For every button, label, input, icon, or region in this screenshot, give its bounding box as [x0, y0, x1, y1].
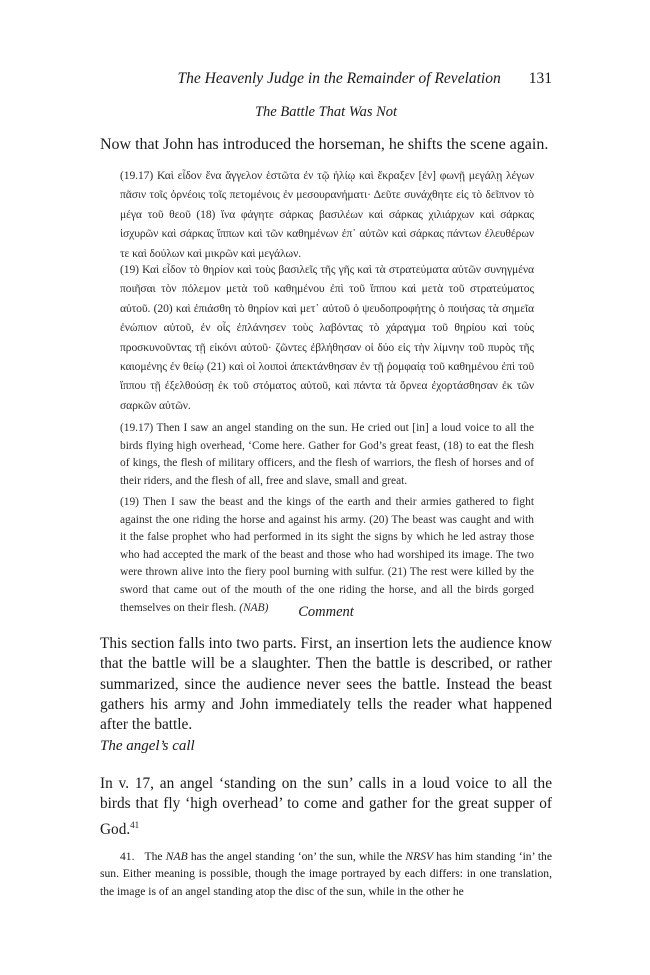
section-heading: The Battle That Was Not	[254, 104, 398, 120]
footnote-41	[100, 848, 552, 900]
footnote-text-part: The	[144, 850, 166, 863]
greek-passage-2: (19) Καὶ εἶδον τὸ θηρίον καὶ τοὺς βασιλεῖς τῆς γῆς καὶ τὰ στρατεύματα αὐτῶν συνηγμένα ποιῆσαι τὸν πόλεμον μετὰ τοῦ καθημένου ἐπὶ τοῦ ἵππου καὶ μετὰ τοῦ στρατεύματος αὐτοῦ. (20) καὶ ἐπιάσθη τὸ θηρίον καὶ μετ᾽ αὐτοῦ ὁ ψευδοπροφήτης ὁ ποιήσας τὰ σημεῖα ἐνώπιον αὐτοῦ, ἐν οἷς ἐπλάνησεν τοὺς λαβόντας τὸ χάραγμα τοῦ θηρίου καὶ τοὺς προσκυνοῦντας τῇ εἰκόνι αὐτοῦ· ζῶντες ἐβλήθησαν οἱ δύο εἰς τὴν λίμνην τοῦ πυρὸς τῆς καιομένης ἐν θείῳ (21) καὶ οἱ λοιποὶ ἀπεκτάνθησαν ἐν τῇ ῥομφαίᾳ τοῦ καθημένου ἐπὶ τοῦ ἵππου τῇ ἐξελθούσῃ ἐκ τοῦ στόματος αὐτοῦ, καὶ πάντα τὰ ὄρνεα ἐχορτάσθησαν ἐκ τῶν σαρκῶν αὐτῶν.	[120, 263, 534, 412]
footnote-nrsv: NRSV	[405, 850, 434, 863]
english-translation-2-text: (19) Then I saw the beast and the kings of the earth and their armies gathered to fight against the one riding the horse and against his army. (20) The beast was caught and with it the false prophet who had performed in its sight the signs by which he led astray those who had accepted the mark of the beast and those who had worshiped its image. The two were thrown alive into the fiery pool burning with sulfur. (21) The rest were killed by the sword that came out of the mouth of the one riding the horse, and all the birds gorged themselves on their flesh.	[120, 496, 534, 614]
intro-paragraph: Now that John has introduced the horseman, he shifts the scene again.	[100, 136, 549, 153]
footnote-reference: 41	[130, 819, 140, 830]
footnote-text-part: has the angel standing ‘on’ the sun, while the	[187, 850, 406, 863]
page-number: 131	[528, 70, 552, 87]
angel-call-paragraph	[100, 774, 552, 840]
greek-passage-1: (19.17) Καὶ εἶδον ἕνα ἄγγελον ἑστῶτα ἐν τῷ ἡλίῳ καὶ ἔκραξεν [ἐν] φωνῇ μεγάλῃ λέγων πᾶσιν τοῖς ὀρνέοις τοῖς πετομένοις ἐν μεσουρανήματι· Δεῦτε συνάχθητε εἰς τὸ δεῖπνον τὸ μέγα τοῦ θεοῦ (18) ἵνα φάγητε σάρκας βασιλέων καὶ σάρκας χιλιάρχων καὶ σάρκας ἰσχυρῶν καὶ σάρκας ἵππων καὶ τῶν καθημένων ἐπ᾽ αὐτῶν καὶ σάρκας πάντων ἐλευθέρων τε καὶ δούλων καὶ μικρῶν καὶ μεγάλων.	[120, 169, 534, 260]
comment-paragraph: This section falls into two parts. First, an insertion lets the audience know that the battle will be a slaughter. Then the battle is described, or rather summarized, since the audience never sees the battle. Instead the beast gathers his army and John immediately tells the reader what happened after the battle.	[100, 635, 552, 734]
footnote-text-part: has him standing ‘in’ the sun. Either meaning is possible, though the image portrayed by each differs: in one translation, the image is of an angel standing atop the disc of the sun, while in the other he	[100, 850, 552, 898]
english-translation-2	[120, 494, 534, 617]
translation-source: (NAB)	[239, 601, 269, 614]
english-translation-1: (19.17) Then I saw an angel standing on the sun. He cried out [in] a loud voice to all the birds flying high overhead, ‘Come here. Gather for God’s great feast, (18) to eat the flesh of kings, the flesh of military officers, and the flesh of warriors, the flesh of horses and of their riders, and the flesh of all, free and slave, small and great.	[120, 422, 534, 487]
running-header	[100, 70, 552, 88]
subheading-angels-call: The angel’s call	[100, 738, 195, 754]
angel-call-text: In v. 17, an angel ‘standing on the sun’ calls in a loud voice to all the birds that fly ‘high overhead’ to come and gather for the great supper of God.	[100, 775, 552, 838]
comment-heading: Comment	[298, 604, 354, 620]
footnote-number: 41.	[120, 850, 135, 863]
footnote-nab: NAB	[165, 850, 188, 863]
running-header-title: The Heavenly Judge in the Remainder of Revelation	[177, 70, 501, 87]
